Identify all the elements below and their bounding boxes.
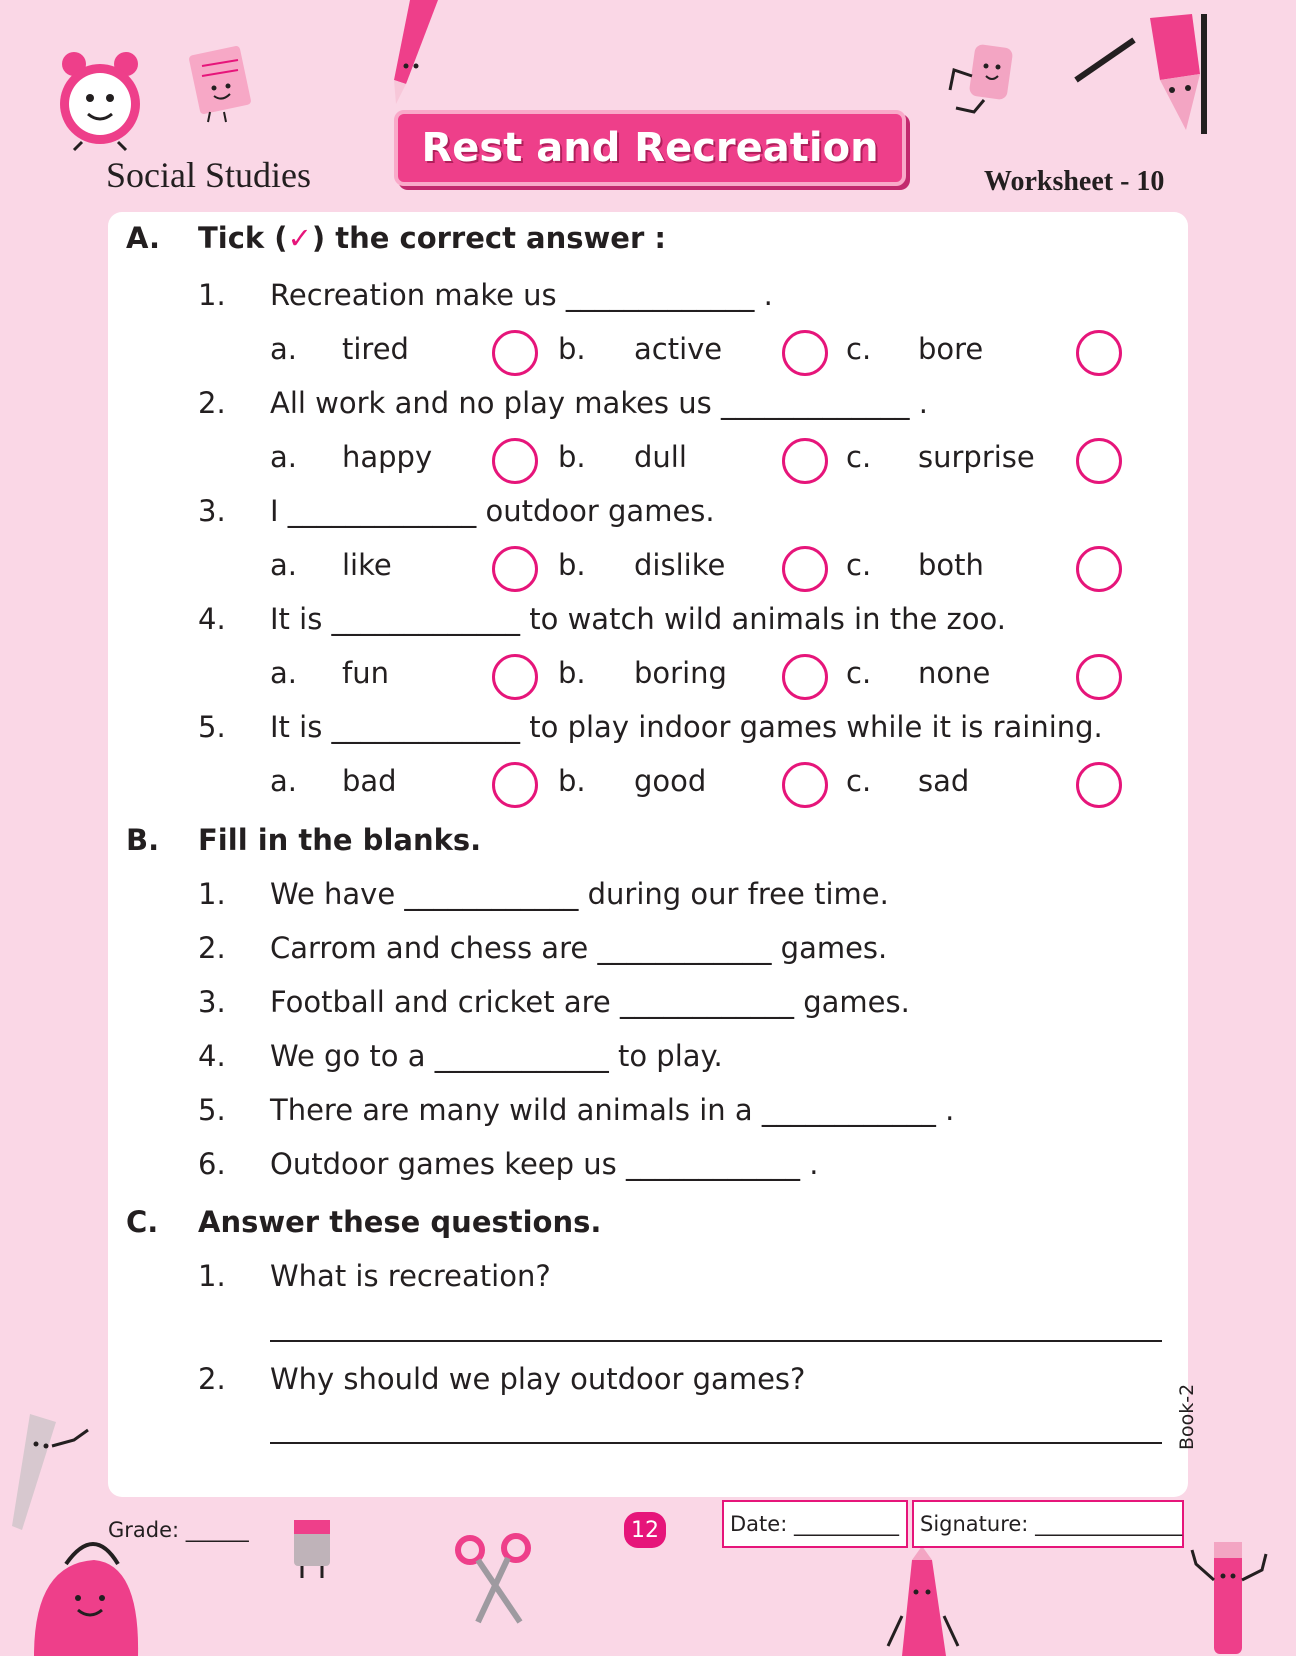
sharpener-illustration xyxy=(284,1512,344,1582)
a3-option-a-circle[interactable] xyxy=(492,546,538,592)
a5-option-a-text: bad xyxy=(342,764,397,798)
a1-option-a-circle[interactable] xyxy=(492,330,538,376)
a1-option-b-circle[interactable] xyxy=(782,330,828,376)
grade-field xyxy=(108,1518,249,1542)
a1-option-c-circle[interactable] xyxy=(1076,330,1122,376)
c1-answer-line[interactable] xyxy=(270,1340,1162,1342)
b3-number: 3. xyxy=(198,985,226,1019)
a4-option-a-circle[interactable] xyxy=(492,654,538,700)
b5-text: There are many wild animals in a ____________ . xyxy=(270,1093,955,1127)
date-label: Date: xyxy=(730,1512,788,1536)
instruction-post: ) the correct answer : xyxy=(311,221,666,255)
b5-number: 5. xyxy=(198,1093,226,1127)
grade-label: Grade: xyxy=(108,1518,180,1542)
a3-option-c-letter: c. xyxy=(846,548,872,582)
a5-option-a-circle[interactable] xyxy=(492,762,538,808)
a2-option-c-text: surprise xyxy=(918,440,1035,474)
eraser-illustration xyxy=(944,40,1034,120)
a5-option-c-circle[interactable] xyxy=(1076,762,1122,808)
a4-option-c-letter: c. xyxy=(846,656,872,690)
a1-option-b-letter: b. xyxy=(558,332,586,366)
question-a5-number: 5. xyxy=(198,710,226,744)
a2-option-a-letter: a. xyxy=(270,440,297,474)
section-b-letter: B. xyxy=(126,823,160,857)
c2-number: 2. xyxy=(198,1362,226,1396)
a4-option-a-letter: a. xyxy=(270,656,297,690)
section-c-letter: C. xyxy=(126,1205,159,1239)
a3-option-a-letter: a. xyxy=(270,548,297,582)
b1-text: We have ____________ during our free time. xyxy=(270,877,889,911)
question-a4-text: It is _____________ to watch wild animals in the zoo. xyxy=(270,602,1006,636)
a1-option-c-text: bore xyxy=(918,332,984,366)
a3-option-b-text: dislike xyxy=(634,548,726,582)
page-number: 12 xyxy=(624,1512,666,1548)
question-a2-number: 2. xyxy=(198,386,226,420)
book-code: Book-2 xyxy=(1176,1383,1198,1450)
a5-option-b-text: good xyxy=(634,764,707,798)
title-banner xyxy=(394,110,906,186)
a2-option-a-text: happy xyxy=(342,440,433,474)
crayon-bottom-illustration xyxy=(886,1546,960,1656)
a4-option-c-circle[interactable] xyxy=(1076,654,1122,700)
a1-option-b-text: active xyxy=(634,332,723,366)
question-a1-text: Recreation make us _____________ . xyxy=(270,278,773,312)
pen-illustration xyxy=(1190,1540,1270,1656)
b2-text: Carrom and chess are ____________ games. xyxy=(270,931,888,965)
a3-option-a-text: like xyxy=(342,548,392,582)
a2-option-c-letter: c. xyxy=(846,440,872,474)
a3-option-b-circle[interactable] xyxy=(782,546,828,592)
a5-option-c-text: sad xyxy=(918,764,970,798)
c2-answer-line[interactable] xyxy=(270,1442,1162,1444)
ruler-illustration xyxy=(8,1410,92,1530)
pencil-illustration xyxy=(380,0,450,106)
section-a-instruction xyxy=(198,221,666,255)
question-a3-number: 3. xyxy=(198,494,226,528)
question-a2-text: All work and no play makes us _____________ . xyxy=(270,386,928,420)
question-a4-number: 4. xyxy=(198,602,226,636)
b6-number: 6. xyxy=(198,1147,226,1181)
section-a-letter: A. xyxy=(126,221,160,255)
backpack-illustration xyxy=(14,1524,154,1656)
date-box xyxy=(722,1500,908,1548)
a1-option-a-text: tired xyxy=(342,332,409,366)
a4-option-b-circle[interactable] xyxy=(782,654,828,700)
a4-option-b-letter: b. xyxy=(558,656,586,690)
a5-option-c-letter: c. xyxy=(846,764,872,798)
a5-option-b-letter: b. xyxy=(558,764,586,798)
notebook-illustration xyxy=(180,44,260,124)
scissors-illustration xyxy=(454,1532,536,1628)
a3-option-b-letter: b. xyxy=(558,548,586,582)
signature-box xyxy=(912,1500,1184,1548)
b4-text: We go to a ____________ to play. xyxy=(270,1039,723,1073)
c2-question: Why should we play outdoor games? xyxy=(270,1362,806,1396)
page-title: Rest and Recreation xyxy=(421,125,879,171)
b6-text: Outdoor games keep us ____________ . xyxy=(270,1147,819,1181)
instruction-pre: Tick ( xyxy=(198,221,288,255)
a5-option-b-circle[interactable] xyxy=(782,762,828,808)
signature-label: Signature: xyxy=(920,1512,1029,1536)
a4-option-c-text: none xyxy=(918,656,991,690)
section-c-instruction: Answer these questions. xyxy=(198,1205,602,1239)
a2-option-a-circle[interactable] xyxy=(492,438,538,484)
a3-option-c-text: both xyxy=(918,548,984,582)
a5-option-a-letter: a. xyxy=(270,764,297,798)
section-b-instruction: Fill in the blanks. xyxy=(198,823,482,857)
b4-number: 4. xyxy=(198,1039,226,1073)
b2-number: 2. xyxy=(198,931,226,965)
crayon-illustration xyxy=(1068,4,1208,136)
a4-option-a-text: fun xyxy=(342,656,389,690)
c1-number: 1. xyxy=(198,1259,226,1293)
a2-option-b-text: dull xyxy=(634,440,687,474)
a1-option-a-letter: a. xyxy=(270,332,297,366)
clock-illustration xyxy=(52,42,148,152)
a2-option-b-circle[interactable] xyxy=(782,438,828,484)
question-a5-text: It is _____________ to play indoor games while it is raining. xyxy=(270,710,1103,744)
subject-label: Social Studies xyxy=(106,155,311,195)
a3-option-c-circle[interactable] xyxy=(1076,546,1122,592)
a2-option-c-circle[interactable] xyxy=(1076,438,1122,484)
grade-blank[interactable]: ______ xyxy=(185,1518,249,1542)
signature-blank[interactable]: ______________ xyxy=(1035,1512,1183,1536)
worksheet-label: Worksheet - 10 xyxy=(984,166,1165,197)
question-a3-text: I _____________ outdoor games. xyxy=(270,494,715,528)
a1-option-c-letter: c. xyxy=(846,332,872,366)
tick-icon: ✓ xyxy=(287,221,312,255)
date-blank[interactable]: __________ xyxy=(793,1512,899,1536)
c1-question: What is recreation? xyxy=(270,1259,551,1293)
a4-option-b-text: boring xyxy=(634,656,727,690)
b3-text: Football and cricket are ____________ games. xyxy=(270,985,910,1019)
b1-number: 1. xyxy=(198,877,226,911)
a2-option-b-letter: b. xyxy=(558,440,586,474)
question-a1-number: 1. xyxy=(198,278,226,312)
